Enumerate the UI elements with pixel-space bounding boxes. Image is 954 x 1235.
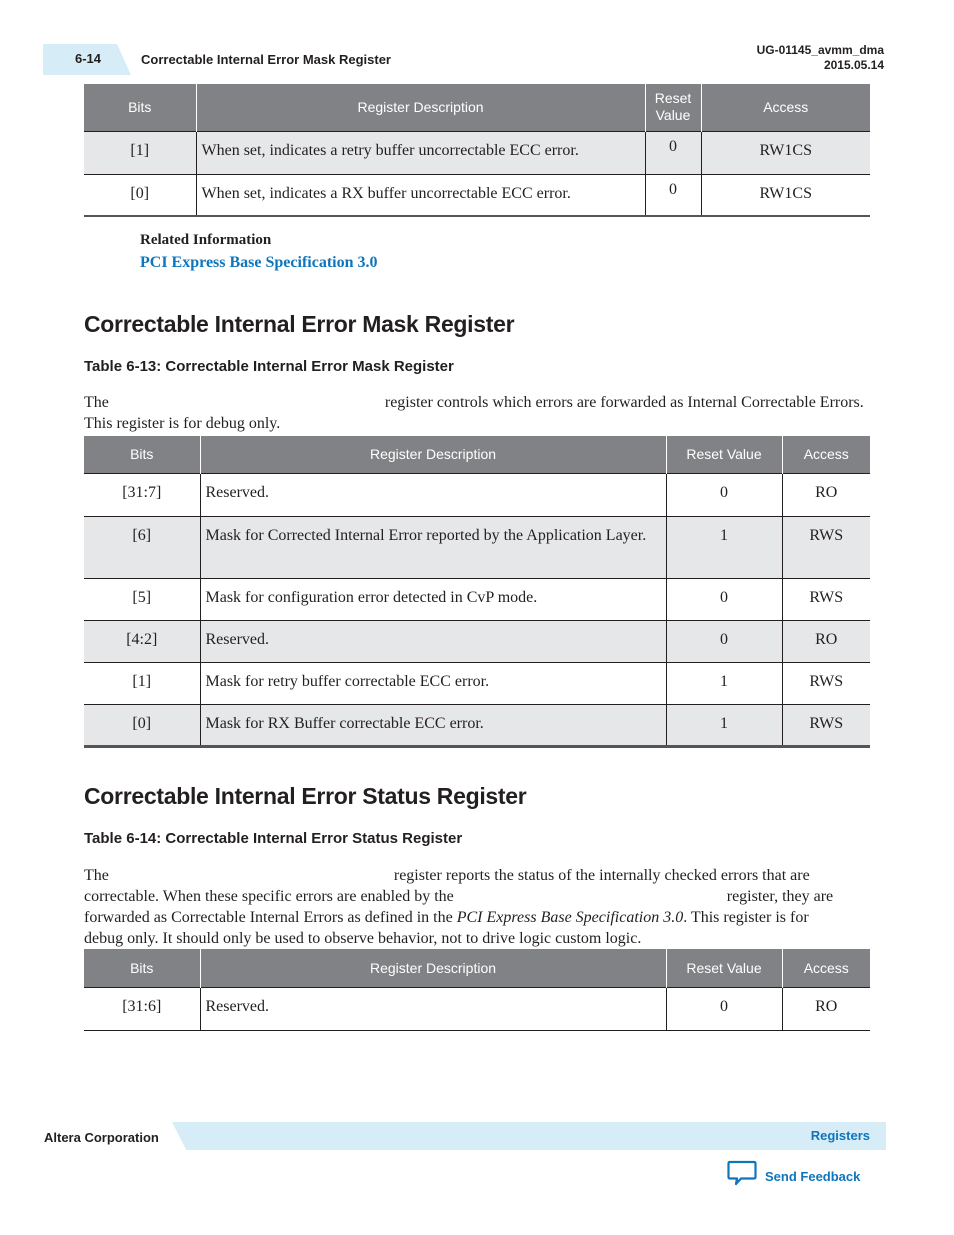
cell-description: Reserved. (200, 620, 666, 662)
cell-reset: 1 (666, 662, 782, 704)
cell-access: RWS (782, 704, 870, 746)
cell-reset: 0 (666, 987, 782, 1030)
related-info-heading: Related Information (140, 232, 272, 248)
cell-access: RO (782, 987, 870, 1030)
cell-bits: [0] (84, 704, 200, 746)
col-header-access: Access (782, 436, 870, 473)
cell-description: When set, indicates a RX buffer uncorrectable ECC error. (196, 174, 645, 216)
table-row (84, 620, 870, 662)
cell-reset: 0 (645, 174, 701, 216)
table-row (84, 174, 870, 216)
doc-date: 2015.05.14 (823, 58, 884, 72)
cell-reset: 1 (666, 704, 782, 746)
cell-bits: [31:6] (84, 987, 200, 1030)
header-section-title: Correctable Internal Error Mask Register (141, 52, 391, 67)
cell-description: Mask for RX Buffer correctable ECC error. (200, 704, 666, 746)
col-header-access: Access (782, 949, 870, 987)
cell-access: RW1CS (701, 174, 870, 216)
mask-description: The register controls which errors are forwarded as Internal Correctable Errors. This register is for debug only. (84, 394, 864, 432)
table-row (84, 662, 870, 704)
col-header-reset: Reset Value (666, 949, 782, 987)
cell-access: RW1CS (701, 131, 870, 174)
table-row (84, 704, 870, 746)
cell-reset: 0 (666, 473, 782, 516)
col-header-description: Register Description (200, 949, 666, 987)
col-header-reset: Reset Value (645, 84, 701, 131)
footer-band (172, 1122, 886, 1150)
cell-bits: [5] (84, 578, 200, 620)
status-register-heading: Correctable Internal Error Status Register (84, 783, 527, 809)
col-header-bits: Bits (84, 84, 196, 131)
cell-bits: [4:2] (84, 620, 200, 662)
status-description: The register reports the status of the internally checked errors that are correctable. When these specific errors are enabled by the register, they are forwarded as Correctable Internal Errors as defined in the PCI Express Base Specification 3.0. This register is for debug only. It should only be used to observe behavior, not to drive logic custom logic. (84, 867, 834, 947)
send-feedback-button[interactable] (727, 1160, 860, 1192)
cell-bits: [1] (84, 662, 200, 704)
cell-access: RO (782, 473, 870, 516)
cell-access: RWS (782, 662, 870, 704)
cell-description: Mask for configuration error detected in CvP mode. (200, 578, 666, 620)
col-header-reset: Reset Value (666, 436, 782, 473)
col-header-description: Register Description (196, 84, 645, 131)
cell-description: When set, indicates a retry buffer uncorrectable ECC error. (196, 131, 645, 174)
cell-reset: 1 (666, 516, 782, 578)
table-row (84, 578, 870, 620)
cell-reset: 0 (666, 620, 782, 662)
status-register-table (84, 949, 870, 1031)
col-header-bits: Bits (84, 436, 200, 473)
speech-bubble-icon (727, 1160, 757, 1192)
cell-bits: [1] (84, 131, 196, 174)
cell-description: Reserved. (200, 987, 666, 1030)
header-doc-info (757, 43, 884, 73)
mask-table-caption: Table 6-13: Correctable Internal Error Mask Register (84, 358, 454, 375)
page-number: 6-14 (75, 51, 102, 66)
cell-access: RO (782, 620, 870, 662)
mask-register-heading: Correctable Internal Error Mask Register (84, 311, 515, 337)
table-row (84, 473, 870, 516)
col-header-access: Access (701, 84, 870, 131)
col-header-description: Register Description (200, 436, 666, 473)
cell-description: Reserved. (200, 473, 666, 516)
cell-access: RWS (782, 578, 870, 620)
doc-id: UG-01145_avmm_dma (756, 43, 884, 57)
table-row (84, 131, 870, 174)
table-row (84, 516, 870, 578)
cell-bits: [31:7] (84, 473, 200, 516)
cell-reset: 0 (666, 578, 782, 620)
cell-description: Mask for Corrected Internal Error reported by the Application Layer. (200, 516, 666, 578)
cell-bits: [0] (84, 174, 196, 216)
cell-bits: [6] (84, 516, 200, 578)
cell-description: Mask for retry buffer correctable ECC error. (200, 662, 666, 704)
cell-access: RWS (782, 516, 870, 578)
send-feedback-label: Send Feedback (765, 1168, 861, 1184)
footer-company: Altera Corporation (44, 1130, 159, 1145)
table-top-continuation (84, 84, 870, 217)
table-row (84, 987, 870, 1030)
mask-register-table (84, 436, 870, 748)
pcie-spec-link[interactable]: PCI Express Base Specification 3.0 (140, 254, 378, 271)
col-header-bits: Bits (84, 949, 200, 987)
cell-reset: 0 (645, 131, 701, 174)
status-table-caption: Table 6-14: Correctable Internal Error Status Register (84, 830, 463, 847)
footer-section-link[interactable]: Registers (810, 1128, 870, 1143)
